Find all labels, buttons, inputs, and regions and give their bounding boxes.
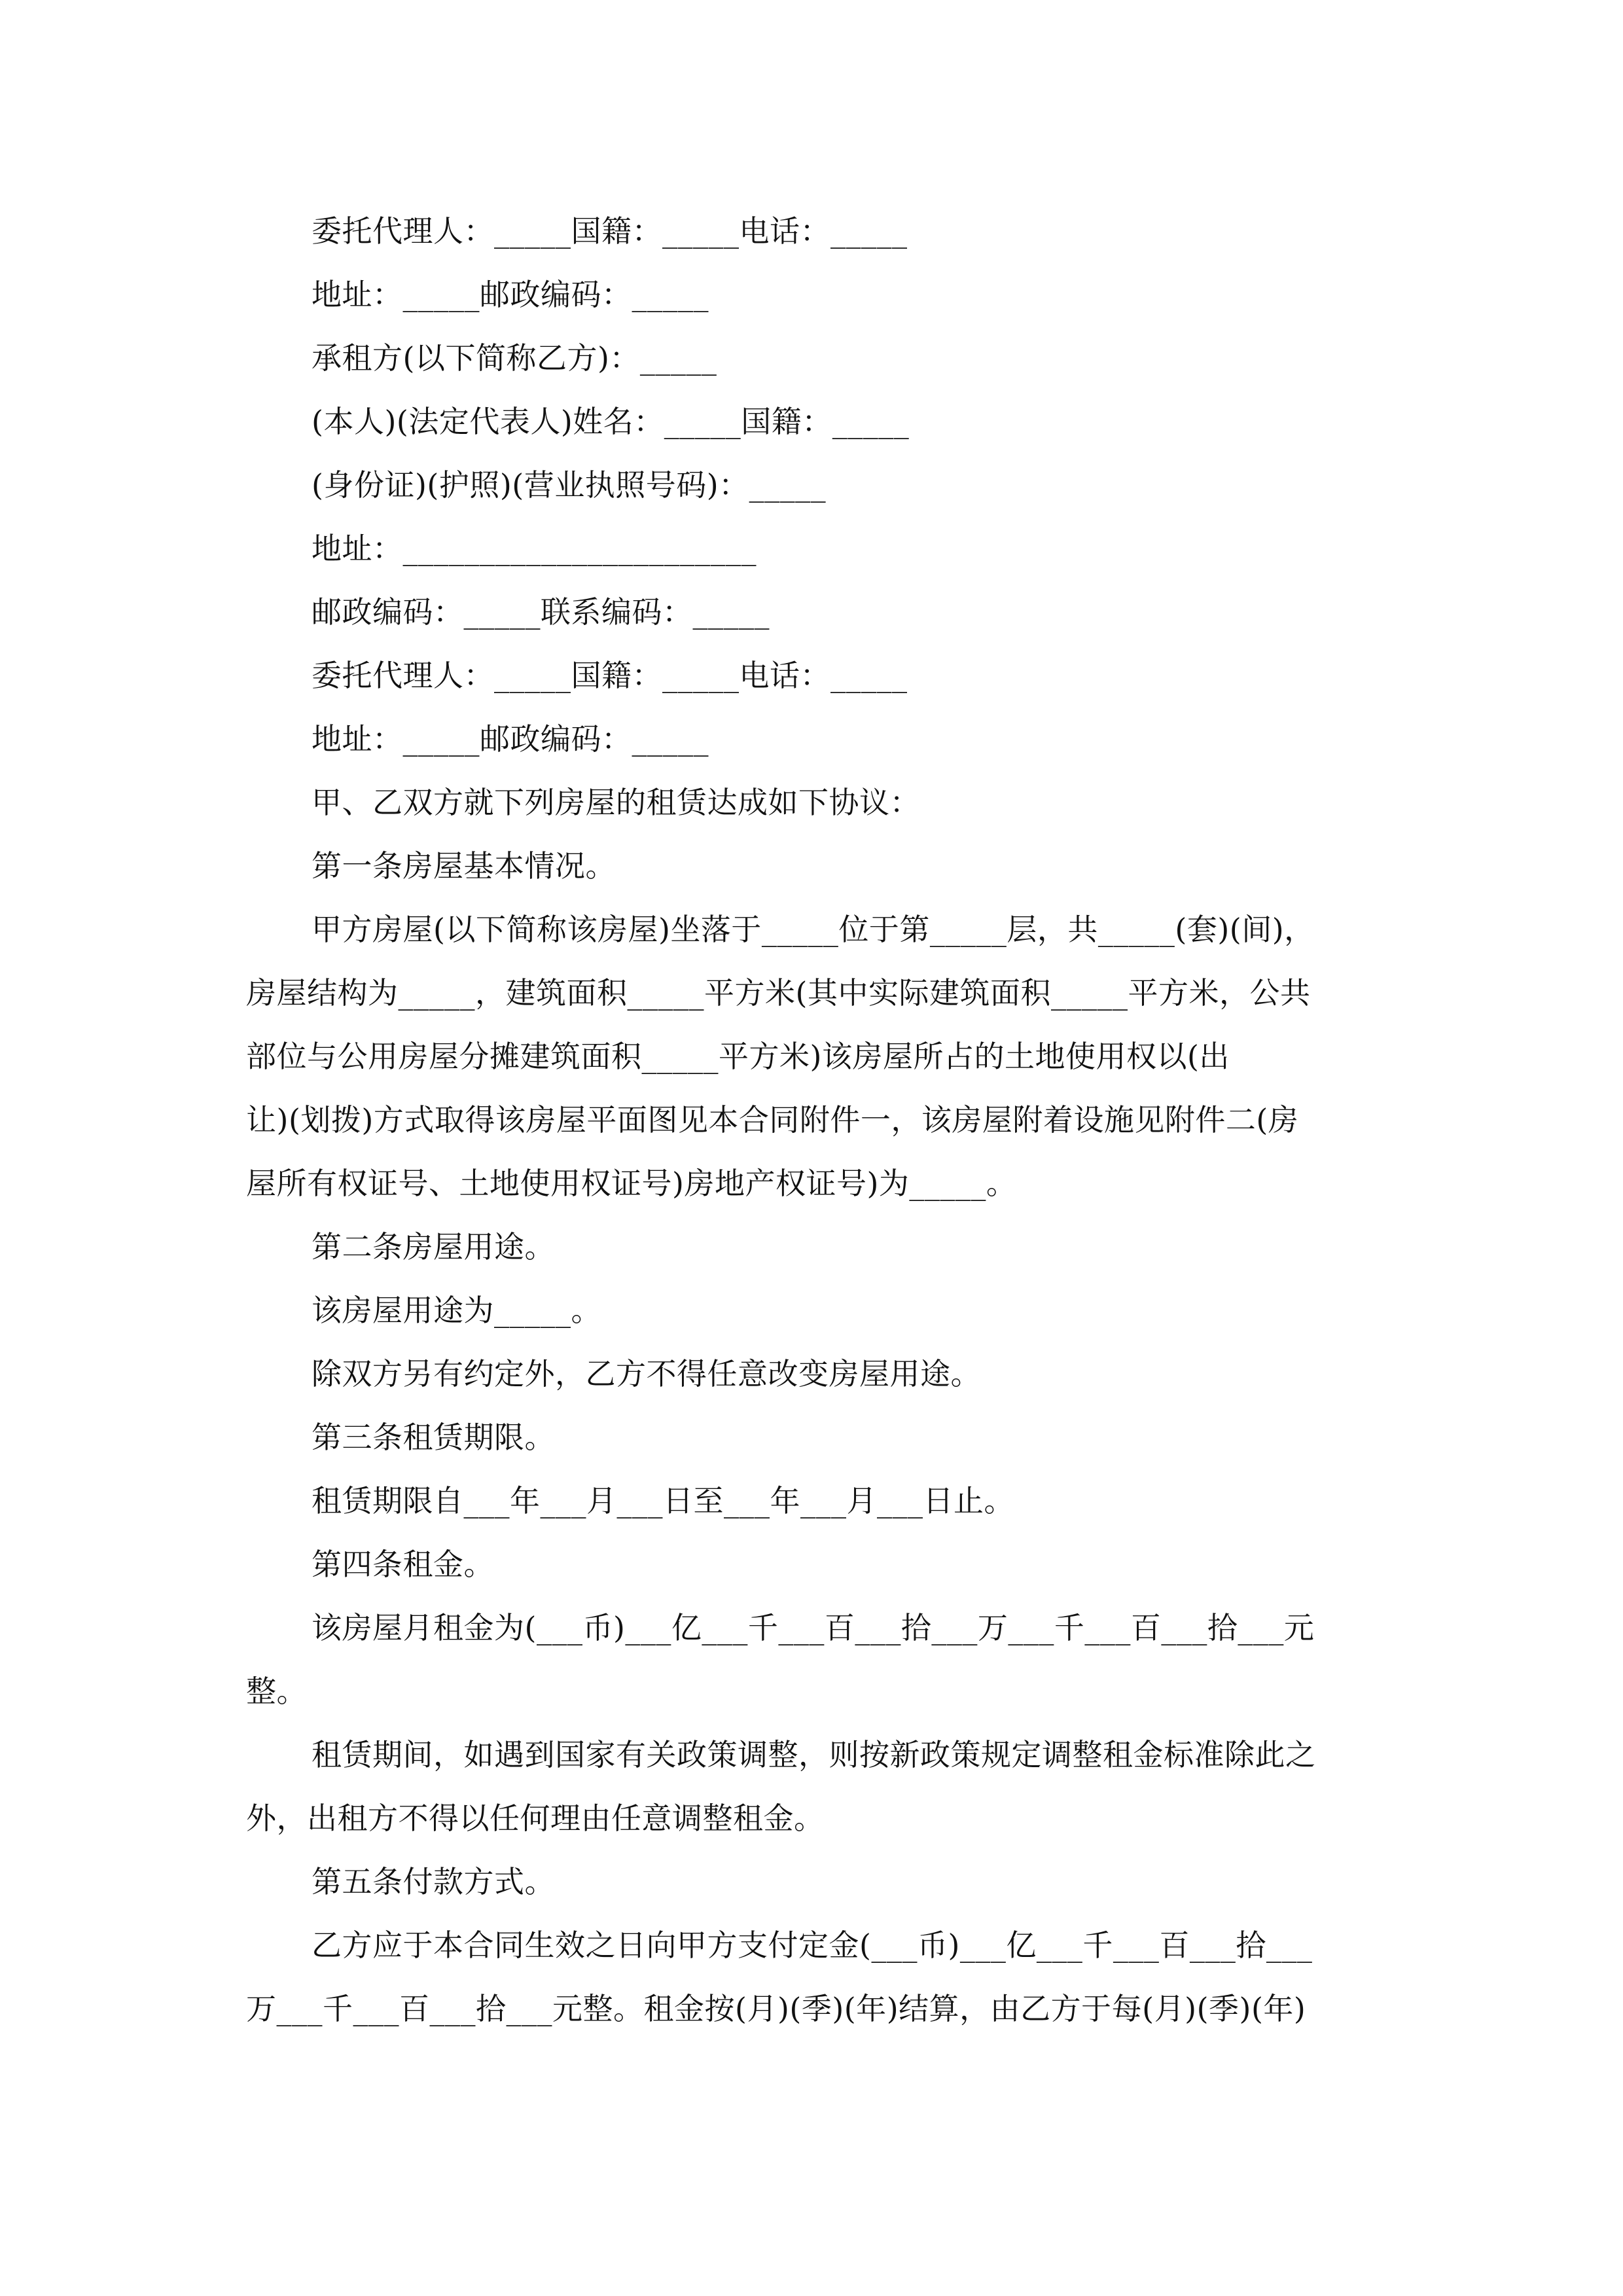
text-line: 委托代理人：_____国籍：_____电话：_____ [312,658,908,693]
text-line: 部位与公用房屋分摊建筑面积_____平方米)该房屋所占的土地使用权以(出 [246,1039,1230,1074]
text-line: 承租方(以下简称乙方)：_____ [312,340,717,376]
section-heading: 第五条付款方式。 [312,1864,555,1899]
text-line: 甲、乙双方就下列房屋的租赁达成如下协议： [312,785,920,820]
text-line: 甲方房屋(以下简称该房屋)坐落于_____位于第_____层，共_____(套)(间)， [312,912,1315,947]
section-heading: 第三条租赁期限。 [312,1420,555,1455]
text-line: 地址：_____邮政编码：_____ [312,721,709,757]
text-line: 乙方应于本合同生效之日向甲方支付定金(___币)___亿___千___百___拾___ [312,1928,1313,1963]
text-line: 地址：_____邮政编码：_____ [312,277,709,312]
text-line: 让)(划拨)方式取得该房屋平面图见本合同附件一，该房屋附着设施见附件二(房 [246,1102,1299,1138]
text-line: 除双方另有约定外，乙方不得任意改变房屋用途。 [312,1356,981,1391]
text-line: 租赁期间，如遇到国家有关政策调整，则按新政策规定调整租金标准除此之 [312,1737,1316,1772]
text-line: 外，出租方不得以任何理由任意调整租金。 [246,1801,825,1836]
text-line: 租赁期限自___年___月___日至___年___月___日止。 [312,1483,1014,1518]
text-line: 屋所有权证号、土地使用权证号)房地产权证号)为_____。 [246,1166,1017,1201]
text-line: 该房屋用途为_____。 [312,1293,601,1328]
section-heading: 第二条房屋用途。 [312,1229,555,1265]
text-line: 该房屋月租金为(___币)___亿___千___百___拾___万___千___百___拾___元 [312,1610,1315,1645]
text-line: (身份证)(护照)(营业执照号码)：_____ [312,467,827,503]
text-line: 万___千___百___拾___元整。租金按(月)(季)(年)结算，由乙方于每(月)(季)(年) [246,1991,1306,2026]
section-heading: 第一条房屋基本情况。 [312,848,616,884]
text-line: 委托代理人：_____国籍：_____电话：_____ [312,213,908,249]
text-line: 地址：_______________________ [312,531,757,566]
text-line: 整。 [246,1674,307,1709]
document-body [246,200,1377,2041]
text-line: 邮政编码：_____联系编码：_____ [312,594,770,630]
section-heading: 第四条租金。 [312,1547,494,1582]
text-line: 房屋结构为_____，建筑面积_____平方米(其中实际建筑面积_____平方米，公共 [246,975,1311,1011]
text-line: (本人)(法定代表人)姓名：_____国籍：_____ [312,404,910,439]
